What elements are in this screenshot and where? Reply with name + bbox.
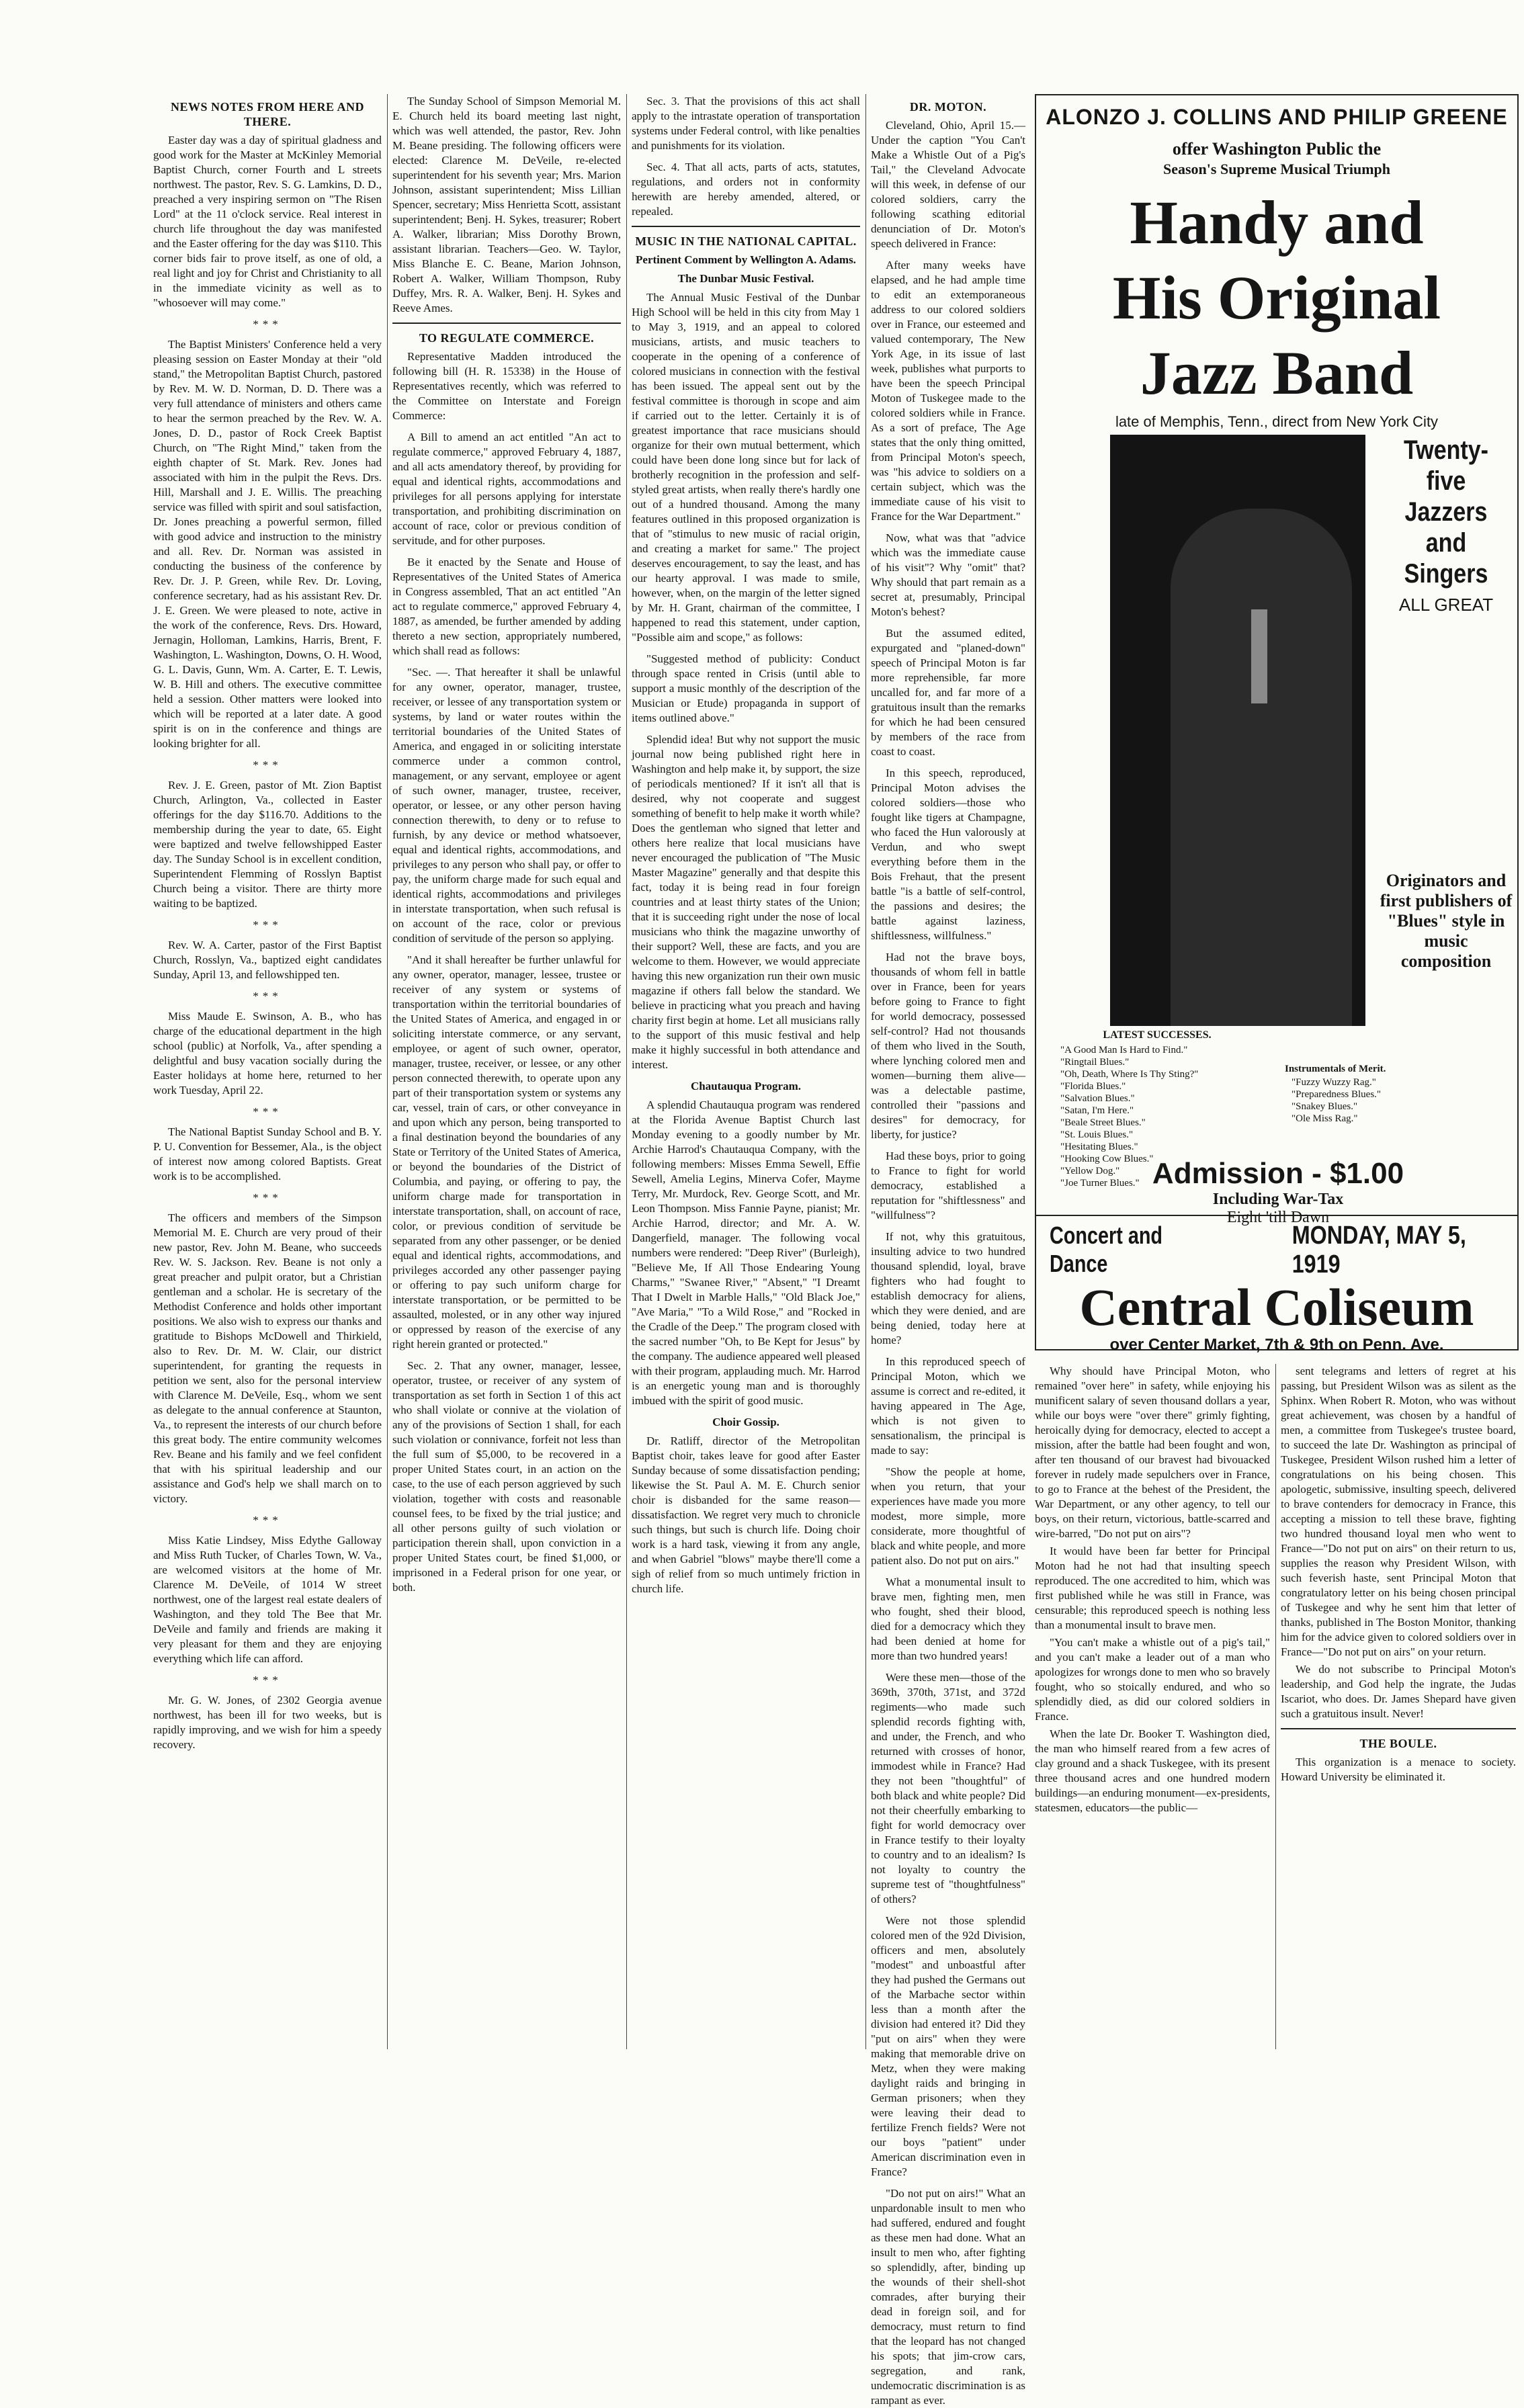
boule-heading: THE BOULE. bbox=[1359, 1737, 1437, 1750]
separator: *** bbox=[253, 918, 282, 931]
column-rule bbox=[387, 94, 388, 2049]
ad-all-great: ALL GREAT bbox=[1398, 595, 1494, 615]
column-rule bbox=[626, 94, 627, 2049]
column-music bbox=[632, 94, 860, 2049]
venue-advertisement bbox=[1035, 1216, 1519, 1354]
photo-collar bbox=[1251, 609, 1267, 703]
article-paragraph: This organization is a menace to society. Howard University be eliminated it. bbox=[1281, 1756, 1516, 1783]
article-paragraph: We do not subscribe to Principal Moton's leadership, and God help the ingrate, the Judas Iscariot, who does. Dr. James Shepard have given such a gratuitous insult. Never! bbox=[1281, 1663, 1516, 1720]
music-heading: MUSIC IN THE NATIONAL CAPITAL. bbox=[635, 234, 857, 248]
ad-singers: Singers bbox=[1404, 559, 1488, 589]
successes-title: LATEST SUCCESSES. bbox=[1103, 1029, 1212, 1041]
article-paragraph: Splendid idea! But why not support the music journal now being published right here in Washington and help make it, by support, the size of periodicals mentioned? If it isn't all that is desired, why not cooperate and suggest something of benefit to help make it worth while? Does the gentleman who signed that letter and others here realize that local musicians have never encouraged the publication of "The Music Master Magazine" generally and that despite this fact, today it is being read in four foreign countries and at least thirty states of the Union; that it is succeeding right under the nose of local musicians who think the magazine unworthy of their support? Well, these are facts, and you are welcome to them. However, we would appreciate having this new organization run their own music magazine if others fall below the standard. We believe in practicing what you preach and having charity first begin at home. Let all musicians rally to the support of this music festival and help make it highly successful in both attendance and interest. bbox=[632, 733, 860, 1071]
article-paragraph: Were not those splendid colored men of the 92d Division, officers and men, absolutely "modest" and unboastful after they had pushed the Germans out of the Marbache sector within less than a month after the division had entered it? Did they "put on airs" when they were making that memorable drive on Metz, when they were making daylight raids and bringing in German prisoners; when they were leaving their dead to fertilize French fields? Were not our boys "patient" under American discrimination even in France? bbox=[871, 1914, 1025, 2178]
article-paragraph: Cleveland, Ohio, April 15.—Under the caption "You Can't Make a Whistle Out of a Pig's Tail," the Cleveland Advocate will this week, in defense of our colored soldiers, carry the following scathing editorial denunciation of Dr. Moton's speech delivered in France: bbox=[871, 119, 1025, 250]
article-paragraph: Dr. Ratliff, director of the Metropolitan Baptist choir, takes leave for good after Easter Sunday because of some dissatisfaction pending; likewise the St. Paul A. M. E. Church senior choir is disbanded for the same reason—dissatisfaction. We regret very much to chronicle such things, but such is church life. Doing choir work is a hard task, viewing it from any angle, and when Gabriel "blows" maybe there'll come a sigh of relief from so much untimely friction in church life. bbox=[632, 1434, 860, 1595]
article-paragraph: "Do not put on airs!" What an unpardonable insult to men who had suffered, endured and fought as these men had done. What an insult to men who, after fighting so splendidly, after, binding up the wounds of their shell-shot comrades, after burying their dead in foreign soil, and for democracy, must return to find that the leopard has not changed his spots; that jim-crow cars, segregation, and rank, undemocratic discrimination is as rampant as ever. bbox=[871, 2187, 1025, 2407]
separator: *** bbox=[253, 1514, 282, 1526]
song-item: "Beale Street Blues." bbox=[1060, 1117, 1146, 1128]
song-item: "Yellow Dog." bbox=[1060, 1166, 1120, 1176]
article-paragraph: A splendid Chautauqua program was rendered at the Florida Avenue Baptist Church last Monday evening to a goodly number by Mr. Archie Harrod's Chautauqua Company, with the following members: Misses Emma Sewell, Effie Sewell, Amelia Legins, Minerva Cofer, Mayme Terry, Mr. Murdock, Rev. George Scott, and Mr. Leon Thompson. Miss Fannie Payne, pianist; Mr. Archie Harrod, director; and Mr. A. W. Dangerfield, manager. The following vocal numbers were rendered: "Deep River" (Burleigh), "Believe Me, If All Those Endearing Young Charms," "Swanee River," "Absent," "I Dreamt That I Dwelt in Marble Halls," "Old Black Joe," "Ave Maria," "To a Wild Rose," and "Rocked in the Cradle of the Deep." The program closed with the sacred number "Oh, to Be Kept for Jesus" by the company. The audience appeared well pleased with their program, applauding much. Mr. Harrod is an energetic young man and is thoroughly imbued with the spirit of good music. bbox=[632, 1099, 860, 1407]
song-item: "Satan, I'm Here." bbox=[1060, 1105, 1134, 1116]
ad-origin: late of Memphis, Tenn., direct from New York City bbox=[1115, 413, 1439, 430]
article-paragraph: Now, what was that "advice which was the immediate cause of his visit"? Why "omit" that? Why should that part remain as a secret at, presumably, Principal Moton's behest? bbox=[871, 531, 1025, 618]
song-item: "Oh, Death, Where Is Thy Sting?" bbox=[1060, 1069, 1199, 1080]
column-moton bbox=[871, 94, 1025, 2407]
ad-side-panel bbox=[1379, 435, 1513, 1026]
article-paragraph: Representative Madden introduced the following bill (H. R. 15338) in the House of Representatives recently, which was referred to the Committee on Interstate and Foreign Commerce: bbox=[392, 350, 621, 422]
article-paragraph: It would have been far better for Principal Moton had he not had that insulting speech reproduced. The one accredited to him, which was first published while he was still in France, was censurable; this reproduced speech is nothing less than a monumental insult to brave men. bbox=[1035, 1545, 1270, 1631]
photo-figure bbox=[1171, 509, 1352, 1026]
article-paragraph: The Baptist Ministers' Conference held a very pleasing session on Easter Monday at their "old stand," the Metropolitan Baptist Church, pastored by Rev. M. W. D. Norman, D. D. There was a very full attendance of ministers and others came to hear the sermon preached by the Rev. W. A. Jones, D. D., pastor of Rock Creek Baptist Church, on "The Right Mind," taken from the eighth chapter of St. Mark. Rev. Jones had associated with him in the pulpit the Revs. Drs. Hill, Marshall and J. E. Willis. The preaching service was filled with spirit and soul satisfaction, Dr. Jones preaching a powerful sermon, filled with good advice and instruction to the ministry and all. Rev. Dr. Norman was assisted in conducting the business of the conference by Rev. Dr. J. P. Green, while Rev. Dr. Loving, conference secretary, had as his assistant Rev. Dr. J. E. Green. We were pleased to note, active in the work of the conference, Revs. Drs. Howard, Jernagin, Holloman, Lamkins, Harris, Brent, F. Washington, L. Washington, Downs, O. H. Wood, G. L. Davis, Gunn, Wm. A. Carter, E. T. Lewis, W. B. Hill and others. The executive committee held a session. Other matters were looked into which will be reported at a later date. A good spirit is on in the conference and things are looking brighter for all. bbox=[153, 338, 382, 750]
column-rule bbox=[1275, 1364, 1276, 2049]
ad-headline-1: Handy and bbox=[1130, 188, 1424, 257]
ad-headline-2: His Original bbox=[1112, 263, 1441, 332]
article-paragraph: Rev. J. E. Green, pastor of Mt. Zion Baptist Church, Arlington, Va., collected in Easter offerings for the day $116.70. Additions to the membership during the year to date, 65. Eight were baptized and twelve fellowshipped Easter day. The Sunday School is in excellent condition, Superintendent Flemming of Rosslyn Baptist Church being a visitor. There are thirty more waiting to be baptized. bbox=[153, 779, 382, 910]
festival-subheading: The Dunbar Music Festival. bbox=[677, 272, 814, 285]
article-paragraph: The National Baptist Sunday School and B. Y. P. U. Convention for Bessemer, Ala., is the object of interest now among colored Baptists. Great work is to be accomplished. bbox=[153, 1125, 382, 1182]
article-paragraph: Easter day was a day of spiritual gladness and good work for the Master at McKinley Memorial Baptist Church, corner Fourth and L streets northwest. The pastor, Rev. S. G. Lamkins, D. D., preached a very inspiring sermon on "The Risen Lord" at the 11 o'clock service. Real interest in church life throughout the day was manifested and the Easter offering for the day was $110. This corner bids fair to prove itself, as one of old, a real light and joy for Christ and Christianity to all in the immediate vicinity as well as to "whosoever will may come." bbox=[153, 134, 382, 309]
article-paragraph: Miss Maude E. Swinson, A. B., who has charge of the educational department in the high school (public) at Norfolk, Va., after spending a delightful and busy vacation socially during the Easter holidays at home here, returned to her work Tuesday, April 22. bbox=[153, 1010, 382, 1096]
ad-offer-line2: Season's Supreme Musical Triumph bbox=[1162, 161, 1390, 177]
chautauqua-subheading: Chautauqua Program. bbox=[690, 1080, 802, 1092]
article-paragraph: In this speech, reproduced, Principal Moton advises the colored soldiers—those who fought like tigers at Champagne, who faced the Hun valorously at Verdun, and who swept everything before them in the Bois Frehaut, that the present battle "is a battle of self-control, the passions and desires; the battle against laziness, shiftlessness, willfulness." bbox=[871, 767, 1025, 942]
article-paragraph: In this reproduced speech of Principal Moton, which we assume is correct and re-edited, it having appeared in The Age, which is not given to sensationalism, the principal is made to say: bbox=[871, 1355, 1025, 1457]
event-date: MONDAY, MAY 5, 1919 bbox=[1292, 1221, 1466, 1279]
instrumental-item: "Snakey Blues." bbox=[1292, 1101, 1358, 1112]
divider bbox=[392, 322, 621, 324]
song-item: "A Good Man Is Hard to Find." bbox=[1060, 1045, 1188, 1056]
article-paragraph: If not, why this gratuitous, insulting advice to two hundred thousand splendid, loyal, brave fighters who had fought to establish democracy for aliens, which they were denied, and are being denied, today here at home? bbox=[871, 1230, 1025, 1346]
choir-subheading: Choir Gossip. bbox=[712, 1416, 779, 1428]
article-paragraph: After many weeks have elapsed, and he had ample time to edit an extemporaneous address to our colored soldiers over in France, our esteemed and valued contemporary, The New York Age, in its issue of last week, publishes what purports to have been the speech Principal Moton of Tuskegee made to the colored soldiers while in France. As a sort of preface, The Age states that the only thing omitted, from Principal Moton's speech, was "his advice to soldiers on a certain subject, which was the immediate cause of his visit to France for the War Department." bbox=[871, 259, 1025, 523]
separator: *** bbox=[253, 318, 282, 331]
article-paragraph: A Bill to amend an act entitled "An act to regulate commerce," approved February 4, 1887, and all acts amendatory thereof, by providing for equal and identical rights, accommodations and privileges for all persons applying for interstate transportation, and prohibiting discrimination on account of race, color or previous condition of servitude, and for other purposes. bbox=[392, 431, 621, 547]
venue-address: over Center Market, 7th & 9th on Penn. Ave. bbox=[1109, 1336, 1444, 1354]
instrumental-item: "Fuzzy Wuzzy Rag." bbox=[1292, 1077, 1376, 1088]
song-item: "Joe Turner Blues." bbox=[1060, 1178, 1140, 1189]
article-paragraph: The officers and members of the Simpson Memorial M. E. Church are very proud of their new pastor, Rev. John M. Beane, who succeeds Rev. W. S. Jackson. Rev. Beane is not only a great preacher and pulpit orator, but a Christian gentleman and a scholar. He is secretary of the Methodist Conference and holds other important positions. We also wish to express our thanks and gratitude to Bishops McDowell and Thirkield, also to Rev. Dr. M. W. Clair, our district superintendent, for granting the requests in petition we sent, also for the personal interview with Clarence M. DeVeile, Esq., whom we sent as delegate to the annual conference at Staunton, Va., to represent the interests of our church before this great body. The entire community welcomes Rev. Beane and his family and we feel confident that with his spiritual leadership and our assistance and God's help we shall march on to victory. bbox=[153, 1211, 382, 1505]
article-paragraph: Be it enacted by the Senate and House of Representatives of the United States of America in Congress assembled, That an act entitled "An act to regulate commerce," approved February 4, 1887, as amended, be further amended by adding thereto a new section, appropriately numbered, which shall read as follows: bbox=[392, 556, 621, 657]
instrumentals-list bbox=[1285, 1063, 1500, 1125]
article-paragraph: What a monumental insult to brave men, fighting men, men who fought, shed their blood, died for a democracy which they had been denied at home for more than two hundred years! bbox=[871, 1576, 1025, 1662]
venue-name: Central Coliseum bbox=[1079, 1278, 1474, 1336]
instrumental-item: "Ole Miss Rag." bbox=[1292, 1113, 1358, 1124]
commerce-heading: TO REGULATE COMMERCE. bbox=[419, 331, 595, 345]
separator: *** bbox=[253, 1191, 282, 1204]
column-news-notes bbox=[153, 94, 382, 2049]
article-paragraph: Miss Katie Lindsey, Miss Edythe Galloway and Miss Ruth Tucker, of Charles Town, W. Va., are welcomed visitors at the home of Mr. Clarence M. DeVeile, of 1014 W street northwest, one of the largest real estate dealers of Washington, and they told The Bee that Mr. DeVeile and family and friends are making it very pleasant for them and they are enjoying everything which life can afford. bbox=[153, 1534, 382, 1665]
news-notes-heading: NEWS NOTES FROM HERE AND THERE. bbox=[170, 100, 365, 128]
song-item: "Florida Blues." bbox=[1060, 1081, 1126, 1092]
admission-price: Admission - $1.00 bbox=[1152, 1157, 1404, 1190]
article-paragraph: But the assumed edited, expurgated and "planed-down" speech of Principal Moton is far more reprehensible, far more uncalled for, and far more of a gratuitous insult than the remarks for which he had been censured by members of the race from coast to coast. bbox=[871, 627, 1025, 758]
column-commerce bbox=[392, 94, 621, 2049]
article-paragraph: Sec. 2. That any owner, manager, lessee, operator, trustee, or receiver of any system of transportation as set forth in Section 1 of this act who shall violate or connive at the violation of any of the provisions of Section 1 shall, for each such violation or connivance, forfeit not less than the full sum of $5,000, to be recovered in a proper United States court, in an action on the case, to the use of each person aggrieved by such violation, together with costs and reasonable counsel fees, to be fixed by the trial justice; and all other persons guilty of such violation or participation therein shall, upon conviction in a proper United States court, be fined $1,000, or imprisoned in a Federal prison for one year, or both. bbox=[392, 1359, 621, 1594]
instrumentals-title: Instrumentals of Merit. bbox=[1285, 1064, 1386, 1074]
article-paragraph: Sec. 3. That the provisions of this act shall apply to the intrastate operation of transportation systems under Federal control, with like penalties and punishments for its violation. bbox=[632, 95, 860, 152]
ad-jazzers: Twenty-five Jazzers and bbox=[1404, 435, 1488, 558]
article-paragraph: Sec. 4. That all acts, parts of acts, statutes, regulations, and orders not in conformity herewith are hereby amended, altered, or repealed. bbox=[632, 161, 860, 218]
moton-heading: DR. MOTON. bbox=[909, 100, 987, 114]
band-leader-photo bbox=[1110, 435, 1365, 1026]
divider bbox=[632, 226, 860, 227]
separator: *** bbox=[253, 759, 282, 771]
song-item: "Ringtail Blues." bbox=[1060, 1057, 1130, 1068]
divider bbox=[1281, 1728, 1516, 1729]
song-item: "St. Louis Blues." bbox=[1060, 1129, 1134, 1140]
column-moton-end bbox=[1281, 1364, 1516, 2049]
article-paragraph: "Show the people at home, when you return, that your experiences have made you more modest, more simple, more considerate, more thoughtful of black and white people, and more patient also. Do not put on airs." bbox=[871, 1465, 1025, 1567]
separator: *** bbox=[253, 1674, 282, 1686]
article-paragraph: Rev. W. A. Carter, pastor of the First Baptist Church, Rosslyn, Va., baptized eight candidates Sunday, April 13, and fellowshipped ten. bbox=[153, 939, 382, 981]
song-item: "Salvation Blues." bbox=[1060, 1093, 1135, 1104]
article-paragraph: "And it shall hereafter be further unlawful for any owner, operator, manager, lessee, trustee or receiver of any system or systems of transportation within the territorial boundaries of the United States of America, and engaged in or soliciting interstate commerce, or any servant, employee, or agent of such owner, operator, manager, trustee, receiver, or lessee, or any other person connected therewith, to operate upon any part of their transportation system or systems any car, vessel, train of cars, or other conveyance in and upon which any person, being transported to a final destination beyond the boundaries of any State or Territory of the United States of America, or beyond the boundaries of the District of Columbia, and paying, or offering to pay, the uniform charge made for transportation in interstate transportation, shall, on account of race, color, or previous condition of servitude be separated from any other passenger, or be denied equal and identical rights, accommodations, and privileges accorded any other passenger paying or offering to pay such uniform charge for interstate transportation, or be permitted to be assaulted, molested, or in any other way injured or oppressed by reason of the exercise of any right herein granted or protected." bbox=[392, 953, 621, 1350]
article-paragraph: Why should have Principal Moton, who remained "over here" in safety, while enjoying his munificent salary of seven thousand dollars a year, while our boys were "over there" grimly fighting, heroically dying for democracy, elected to accept a mission, after the battle had been fought and won, after ten thousand of our bravest had bivouacked forever in rudely made sepulchers over in France, to go to France at the behest of the President, the War Department, or any other agency, to tell our boys, on their return, victorious, battle-scarred and wire-barred, "Do not put on airs"? bbox=[1035, 1365, 1270, 1540]
article-paragraph: Had not the brave boys, thousands of whom fell in battle over in France, been for years before going to France to fight for world democracy, possessed self-control? Had not thousands of them who lived in the South, where lynching colored men and women—burning them alive—was a delectable pastime, controlled their "passions and desires" for democracy, for liberty, for justice? bbox=[871, 951, 1025, 1141]
article-paragraph: Were these men—those of the 369th, 370th, 371st, and 372d regiments—who made such splendid records fighting with, and under, the French, and who returned with crosses of honor, immodest while in France? Had they not been "thoughtful" of both black and white people? Did not their cheerfully embarking to fight for world democracy over in France testify to their loyalty to country and to an idealism? Is not loyalty to country the supreme test of "thoughtfulness" of others? bbox=[871, 1671, 1025, 1905]
article-paragraph: The Sunday School of Simpson Memorial M. E. Church held its board meeting last night, which was well attended, the pastor, Rev. John M. Beane presiding. The following officers were elected: Clarence M. DeVeile, re-elected superintendent for his seventh year; Mrs. Marion Johnson, assistant superintendent; Miss Lillian Spencer, secretary; Miss Henrietta Scott, assistant superintendent; Benj. H. Sykes, treasurer; Robert A. Walker, librarian; Miss Dorothy Brown, assistant librarian. Teachers—Geo. W. Taylor, Miss Blanche E. C. Beane, Marion Johnson, Robert A. Walker, William Thompson, Ruby Duffey, Mrs. R. A. Walker, Benj. H. Sykes and Reeve Ames. bbox=[392, 95, 621, 314]
admission-tax: Including War-Tax bbox=[1212, 1191, 1344, 1208]
article-paragraph: Had these boys, prior to going to France to fight for world democracy, established a reputation for "shiftlessness" and "willfulness"? bbox=[871, 1150, 1025, 1221]
admission-time: Eight 'till Dawn bbox=[1226, 1209, 1330, 1226]
article-paragraph: "Sec. —. That hereafter it shall be unlawful for any owner, operator, manager, trustee, receiver, or lessee of any transportation system or systems, by land or water routes within the territorial boundaries of the United States of America, and engaged in or soliciting interstate commerce under a common control, management, or any servant, employee or agent of such owner, manager, trustee, receiver, operator, or lessee, or any other person having connection therewith, to deny or to refuse to furnish, by any device or method whatsoever, equal and identical rights, accommodations, and privileges to any person who shall pay, or offer to pay, the uniform charge made for such equal and identical rights, accommodations and privileges in interstate transportation, when such refusal is on account of the race, color or previous condition of servitude of the person so applying. bbox=[392, 666, 621, 945]
concert-label: Concert and Dance bbox=[1050, 1221, 1163, 1277]
separator: *** bbox=[253, 1105, 282, 1118]
music-subheading: Pertinent Comment by Wellington A. Adams. bbox=[636, 253, 856, 266]
ad-offer: offer Washington Public the bbox=[1172, 139, 1382, 159]
separator: *** bbox=[253, 990, 282, 1002]
ad-headline-3: Jazz Band bbox=[1140, 339, 1414, 407]
column-rule bbox=[865, 94, 866, 2049]
article-paragraph: The Annual Music Festival of the Dunbar High School will be held in this city from May 1 to May 3, 1919, and an appeal to colored musicians, artists, and music teachers to cooperate in the opening of a conference of colored musicians in connection with the festival has been issued. The appeal sent out by the festival committee is thorough in scope and aim if carried out to the letter. Certainly it is of greatest importance that race musicians should organize for their own mutual betterment, which could have been done long since but for lack of brotherly recognition in the profession and self-styled great artists, when really there's hardly one out of a hundred thousand. Among the many features outlined in this proposed organization is that of "stimulus to new music of racial origin, and creating a market for same." The project deserves encouragement, to say the least, and has our hearty approval. I was made to smile, however, when, on the margin of the letter signed by Mr. H. Grant, chairman of the committee, I happened to read this statement, under caption, "Possible aim and scope," as follows: bbox=[632, 291, 860, 644]
article-paragraph: "You can't make a whistle out of a pig's tail," and you can't make a leader out of a man who apologizes for wrongs done to men who so bravely fought, who so stoically endured, and who so splendidly died, as did our colored soldiers in France. bbox=[1035, 1636, 1270, 1723]
song-item: "Hooking Cow Blues." bbox=[1060, 1154, 1154, 1164]
article-paragraph: sent telegrams and letters of regret at his passing, but President Wilson was as silent as the Sphinx. When Robert R. Moton, who was without great achievement, was chosen by a handful of men, a committee from Tuskegee's trustee board, to succeed the late Dr. Washington as principal of Tuskegee, President Wilson rushed him a letter of congratulations on his being chosen. This apologetic, submissive, insulting speech, delivered to brave contenders for democracy in France, this accepting a mission to tell these brave, fighting two hundred thousand loyal men who went to France—"Do not put on airs" on their return to us, supplies the reason why President Wilson, with such feverish haste, sent Principal Moton that congratulatory letter on his being chosen principal of Tuskegee and why he sent him that letter of thanks, published in The Boston Monitor, thanking him for the advice given to colored soldiers over in France—"Do not put on airs" on your return. bbox=[1281, 1365, 1516, 1658]
song-item: "Hesitating Blues." bbox=[1060, 1142, 1138, 1152]
instrumental-item: "Preparedness Blues." bbox=[1292, 1089, 1382, 1100]
article-paragraph: Mr. G. W. Jones, of 2302 Georgia avenue northwest, has been ill for two weeks, but is rapidly improving, and we wish for him a speedy recovery. bbox=[153, 1694, 382, 1751]
ad-originators: Originators and first publishers of "Blues" style in music composition bbox=[1380, 871, 1513, 971]
column-moton-continued bbox=[1035, 1364, 1270, 2049]
ad-presenters: ALONZO J. COLLINS AND PHILIP GREENE bbox=[1046, 105, 1508, 129]
jazz-band-advertisement bbox=[1035, 94, 1519, 1226]
article-paragraph: "Suggested method of publicity: Conduct through space rented in Crisis (until able to support a music monthly of the description of the Musician or Etude) propaganda in support of items outlined above." bbox=[632, 652, 860, 724]
article-paragraph: When the late Dr. Booker T. Washington died, the man who himself reared from a few acres of clay ground and a shack Tuskegee, with its present three thousand acres and one hundred modern buildings—an enduring monument—ex-presidents, statesmen, educators—the public— bbox=[1035, 1727, 1270, 1814]
